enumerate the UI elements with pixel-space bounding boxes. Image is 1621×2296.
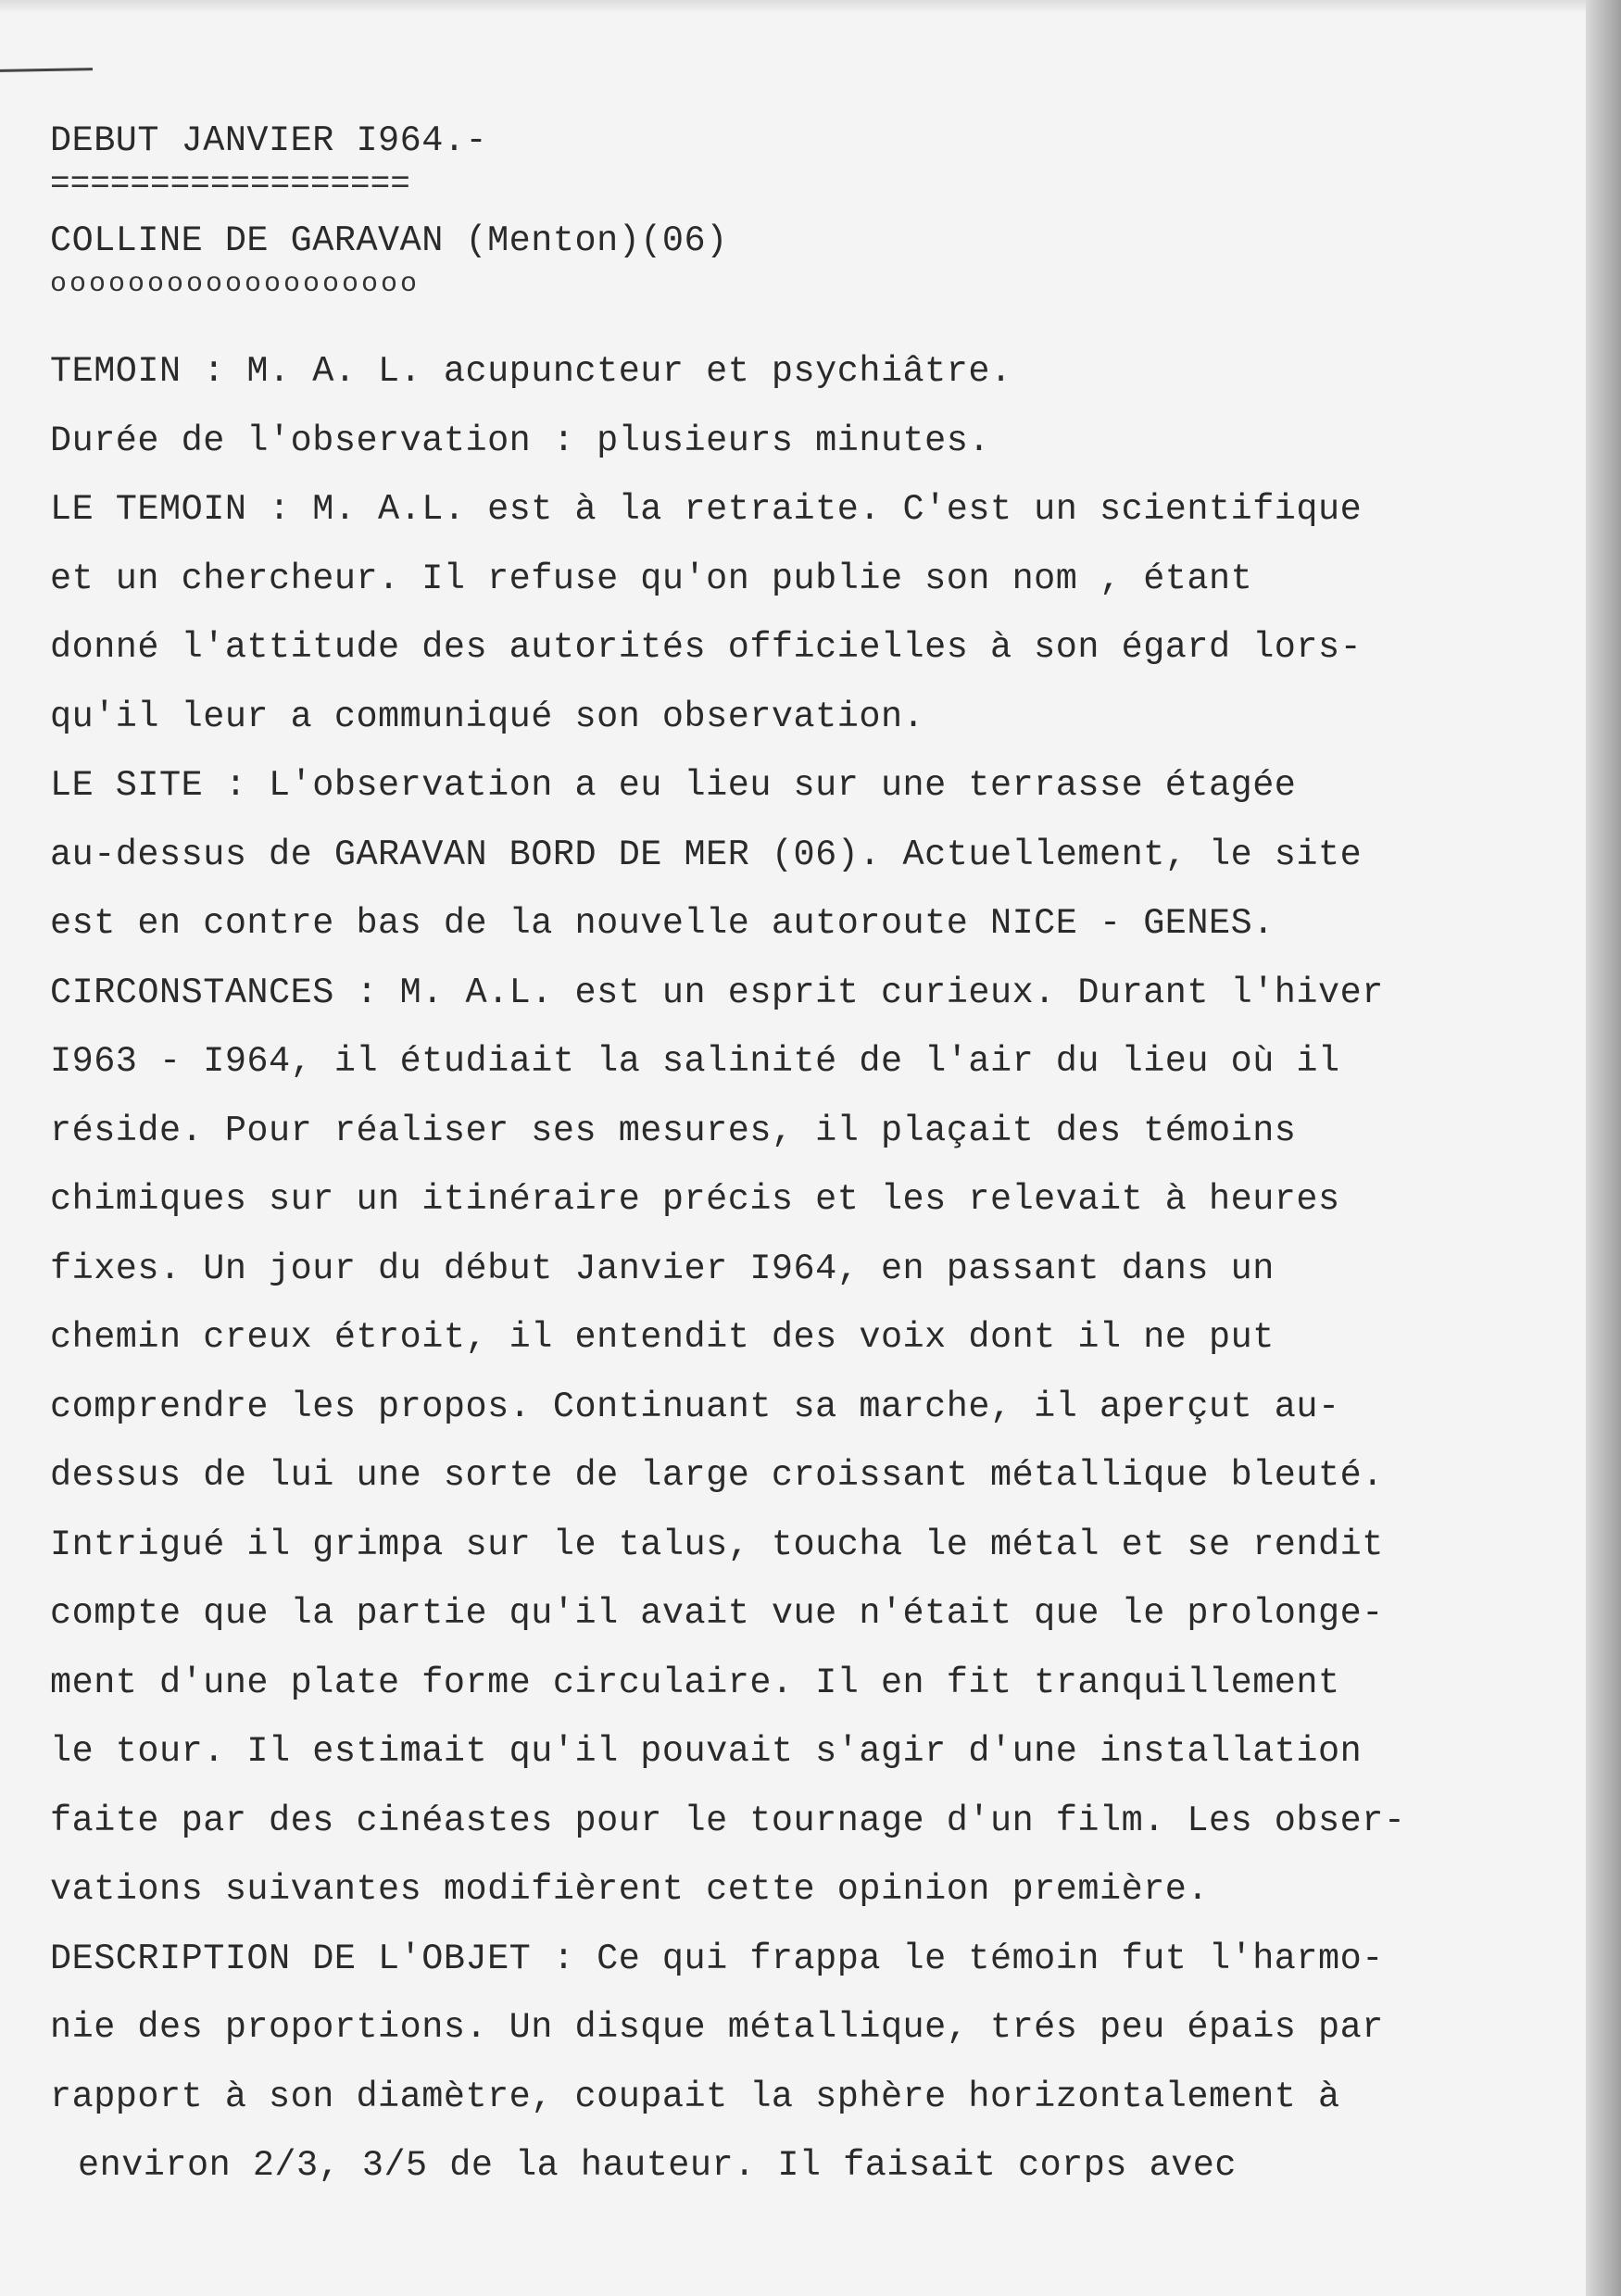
text-line: le tour. Il estimait qu'il pouvait s'agir d'une installation: [50, 1731, 1363, 1772]
text-line: au-dessus de GARAVAN BORD DE MER (06). Actuellement, le site: [50, 834, 1363, 875]
text-line: comprendre les propos. Continuant sa marche, il aperçut au-: [50, 1386, 1340, 1427]
text-line: LE SITE : L'observation a eu lieu sur une terrasse étagée: [50, 765, 1297, 806]
date-heading-underline: ==================: [50, 165, 410, 203]
text-line: nie des proportions. Un disque métallique, trés peu épais par: [50, 2007, 1384, 2048]
text-line: chimiques sur un itinéraire précis et les relevait à heures: [50, 1179, 1340, 1220]
text-line: Durée de l'observation : plusieurs minutes.: [50, 420, 990, 461]
text-line: chemin creux étroit, il entendit des voix dont il ne put: [50, 1317, 1275, 1358]
text-line: TEMOIN : M. A. L. acupuncteur et psychiâtre.: [50, 351, 1012, 392]
date-heading: DEBUT JANVIER I964.-: [50, 120, 488, 161]
text-line: vations suivantes modifièrent cette opinion première.: [50, 1869, 1209, 1910]
text-line: fixes. Un jour du début Janvier I964, en passant dans un: [50, 1248, 1275, 1289]
text-line: est en contre bas de la nouvelle autoroute NICE - GENES.: [50, 903, 1275, 944]
text-line: faite par des cinéastes pour le tournage d'un film. Les obser-: [50, 1800, 1406, 1841]
place-heading-underline: ooooooooooooooooooo: [50, 269, 421, 300]
text-line: I963 - I964, il étudiait la salinité de l'air du lieu où il: [50, 1041, 1340, 1082]
text-line: réside. Pour réaliser ses mesures, il plaçait des témoins: [50, 1110, 1297, 1151]
place-heading: COLLINE DE GARAVAN (Menton)(06): [50, 220, 728, 261]
text-line: DESCRIPTION DE L'OBJET : Ce qui frappa le témoin fut l'harmo-: [50, 1938, 1384, 1979]
text-line: Intrigué il grimpa sur le talus, toucha le métal et se rendit: [50, 1524, 1384, 1565]
text-line: rapport à son diamètre, coupait la sphère horizontalement à: [50, 2076, 1340, 2117]
spacer: [50, 311, 1541, 337]
text-line: environ 2/3, 3/5 de la hauteur. Il faisait corps avec: [78, 2145, 1237, 2186]
text-line: compte que la partie qu'il avait vue n'était que le prolonge-: [50, 1593, 1384, 1634]
page-top-edge: [0, 0, 1586, 13]
scan-edge: [1586, 0, 1621, 2296]
text-line: donné l'attitude des autorités officielles à son égard lors-: [50, 627, 1363, 668]
margin-mark: [0, 68, 93, 72]
text-line: qu'il leur a communiqué son observation.: [50, 696, 925, 737]
text-line: LE TEMOIN : M. A.L. est à la retraite. C'est un scientifique: [50, 489, 1363, 530]
text-line: dessus de lui une sorte de large croissant métallique bleuté.: [50, 1455, 1384, 1496]
text-line: CIRCONSTANCES : M. A.L. est un esprit curieux. Durant l'hiver: [50, 972, 1384, 1013]
text-line: et un chercheur. Il refuse qu'on publie son nom , étant: [50, 558, 1253, 599]
document-body: [50, 111, 1541, 2201]
text-line: ment d'une plate forme circulaire. Il en fit tranquillement: [50, 1662, 1340, 1703]
